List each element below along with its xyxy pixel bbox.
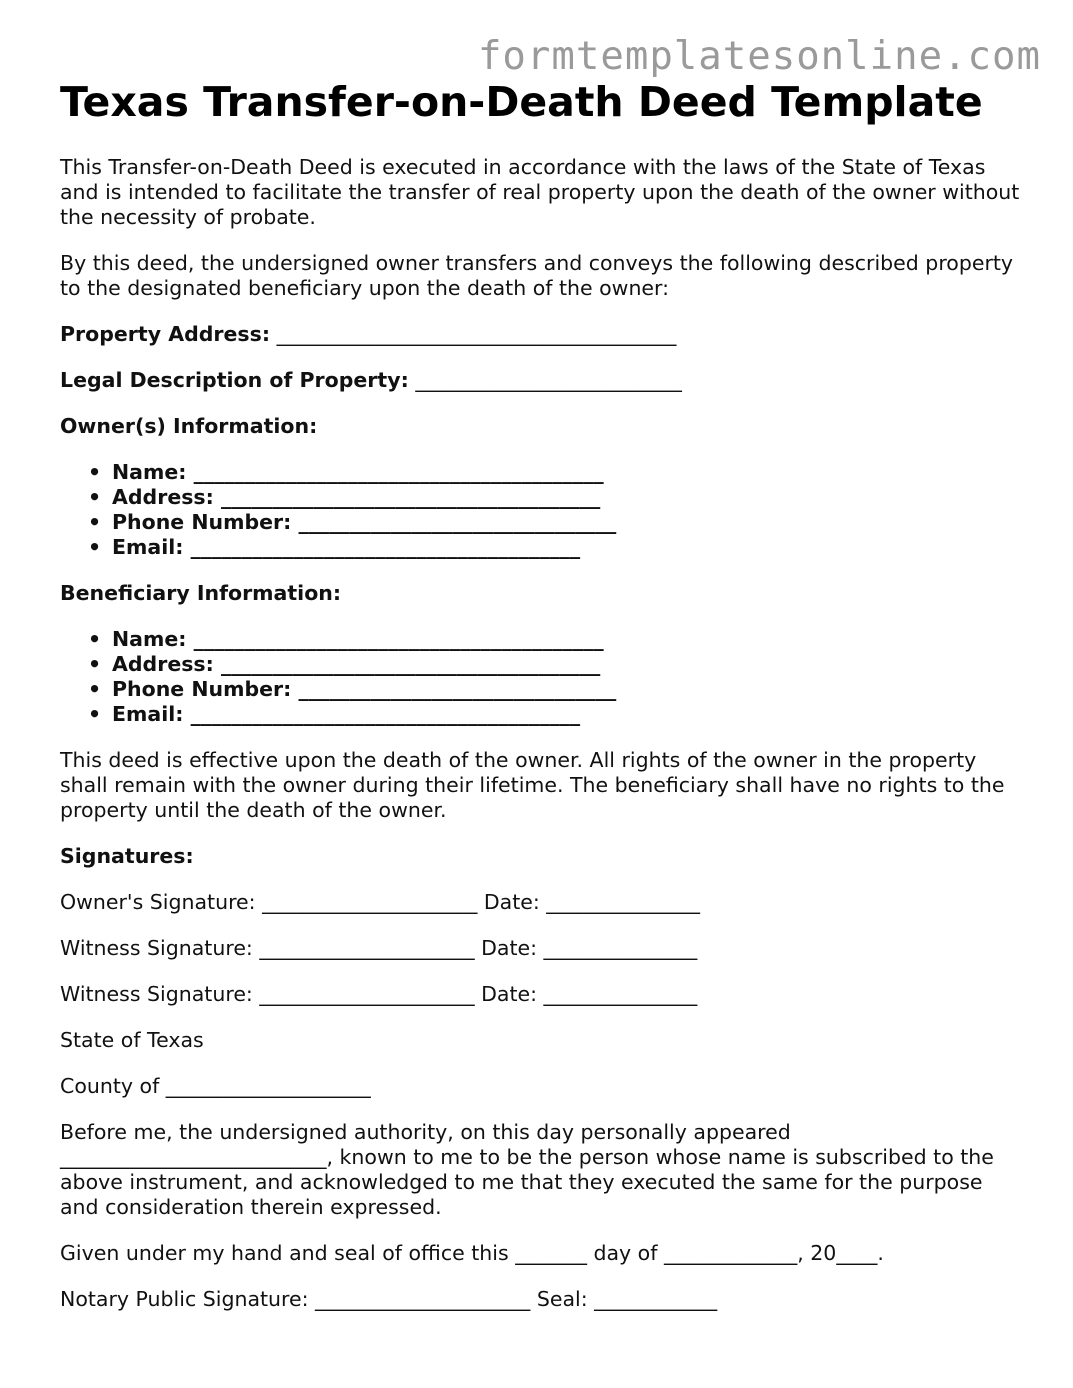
list-item xyxy=(112,627,1020,652)
list-item xyxy=(112,652,1020,677)
field-blank: ______________________________________ xyxy=(190,702,581,726)
watermark: formtemplatesonline.com xyxy=(477,34,1041,79)
notary-paragraph: Before me, the undersigned authority, on this day personally appeared __________________________, known to me to be the person whose name is subscribed to the above instrument, and acknowledged to me that they executed the same for the purpose and consideration therein expressed. xyxy=(60,1120,994,1219)
owner-info-list xyxy=(60,460,1020,560)
field-blank: ________________________________________ xyxy=(193,460,604,484)
county-line: County of ____________________ xyxy=(60,1074,371,1098)
effective-clause: This deed is effective upon the death of the owner. All rights of the owner in the property shall remain with the owner during their lifetime. The beneficiary shall have no rights to the property until the death of the owner. xyxy=(60,748,1005,822)
list-item xyxy=(112,535,1020,560)
field-label: Name: xyxy=(112,627,187,651)
conveyance-paragraph: By this deed, the undersigned owner transfers and conveys the following described property to the designated beneficiary upon the death of the owner: xyxy=(60,251,1014,300)
list-item xyxy=(112,460,1020,485)
legal-description-blank: __________________________ xyxy=(415,368,682,392)
state-line: State of Texas xyxy=(60,1028,204,1052)
beneficiary-info-list xyxy=(60,627,1020,727)
signatures-heading: Signatures: xyxy=(60,844,194,868)
document-body xyxy=(60,155,1020,1333)
owner-info-heading: Owner(s) Information: xyxy=(60,414,318,438)
list-item xyxy=(112,510,1020,535)
field-blank: _____________________________________ xyxy=(220,652,601,676)
witness-signature-line: Witness Signature: _____________________ Date: _______________ xyxy=(60,982,698,1006)
property-address-field xyxy=(60,322,1020,347)
list-item xyxy=(112,702,1020,727)
beneficiary-info-heading: Beneficiary Information: xyxy=(60,581,342,605)
field-label: Phone Number: xyxy=(112,510,292,534)
given-line: Given under my hand and seal of office this _______ day of _____________, 20____. xyxy=(60,1241,884,1265)
field-blank: ________________________________________ xyxy=(193,627,604,651)
field-blank: _____________________________________ xyxy=(220,485,601,509)
intro-paragraph: This Transfer-on-Death Deed is executed in accordance with the laws of the State of Texas and is intended to facilitate the transfer of real property upon the death of the owner without the necessity of probate. xyxy=(60,155,1020,229)
field-blank: ______________________________________ xyxy=(190,535,581,559)
field-label: Phone Number: xyxy=(112,677,292,701)
list-item xyxy=(112,677,1020,702)
list-item xyxy=(112,485,1020,510)
property-address-blank: _______________________________________ xyxy=(276,322,677,346)
field-label: Address: xyxy=(112,652,214,676)
field-blank: _______________________________ xyxy=(298,510,617,534)
field-label: Email: xyxy=(112,702,184,726)
notary-signature-line: Notary Public Signature: _____________________ Seal: ____________ xyxy=(60,1287,718,1311)
page-title: Texas Transfer-on-Death Deed Template xyxy=(60,78,983,126)
field-label: Name: xyxy=(112,460,187,484)
field-blank: _______________________________ xyxy=(298,677,617,701)
owner-signature-line: Owner's Signature: _____________________ Date: _______________ xyxy=(60,890,701,914)
field-label: Address: xyxy=(112,485,214,509)
legal-description-label: Legal Description of Property: xyxy=(60,368,409,392)
legal-description-field xyxy=(60,368,1020,393)
witness-signature-line: Witness Signature: _____________________ Date: _______________ xyxy=(60,936,698,960)
property-address-label: Property Address: xyxy=(60,322,271,346)
field-label: Email: xyxy=(112,535,184,559)
